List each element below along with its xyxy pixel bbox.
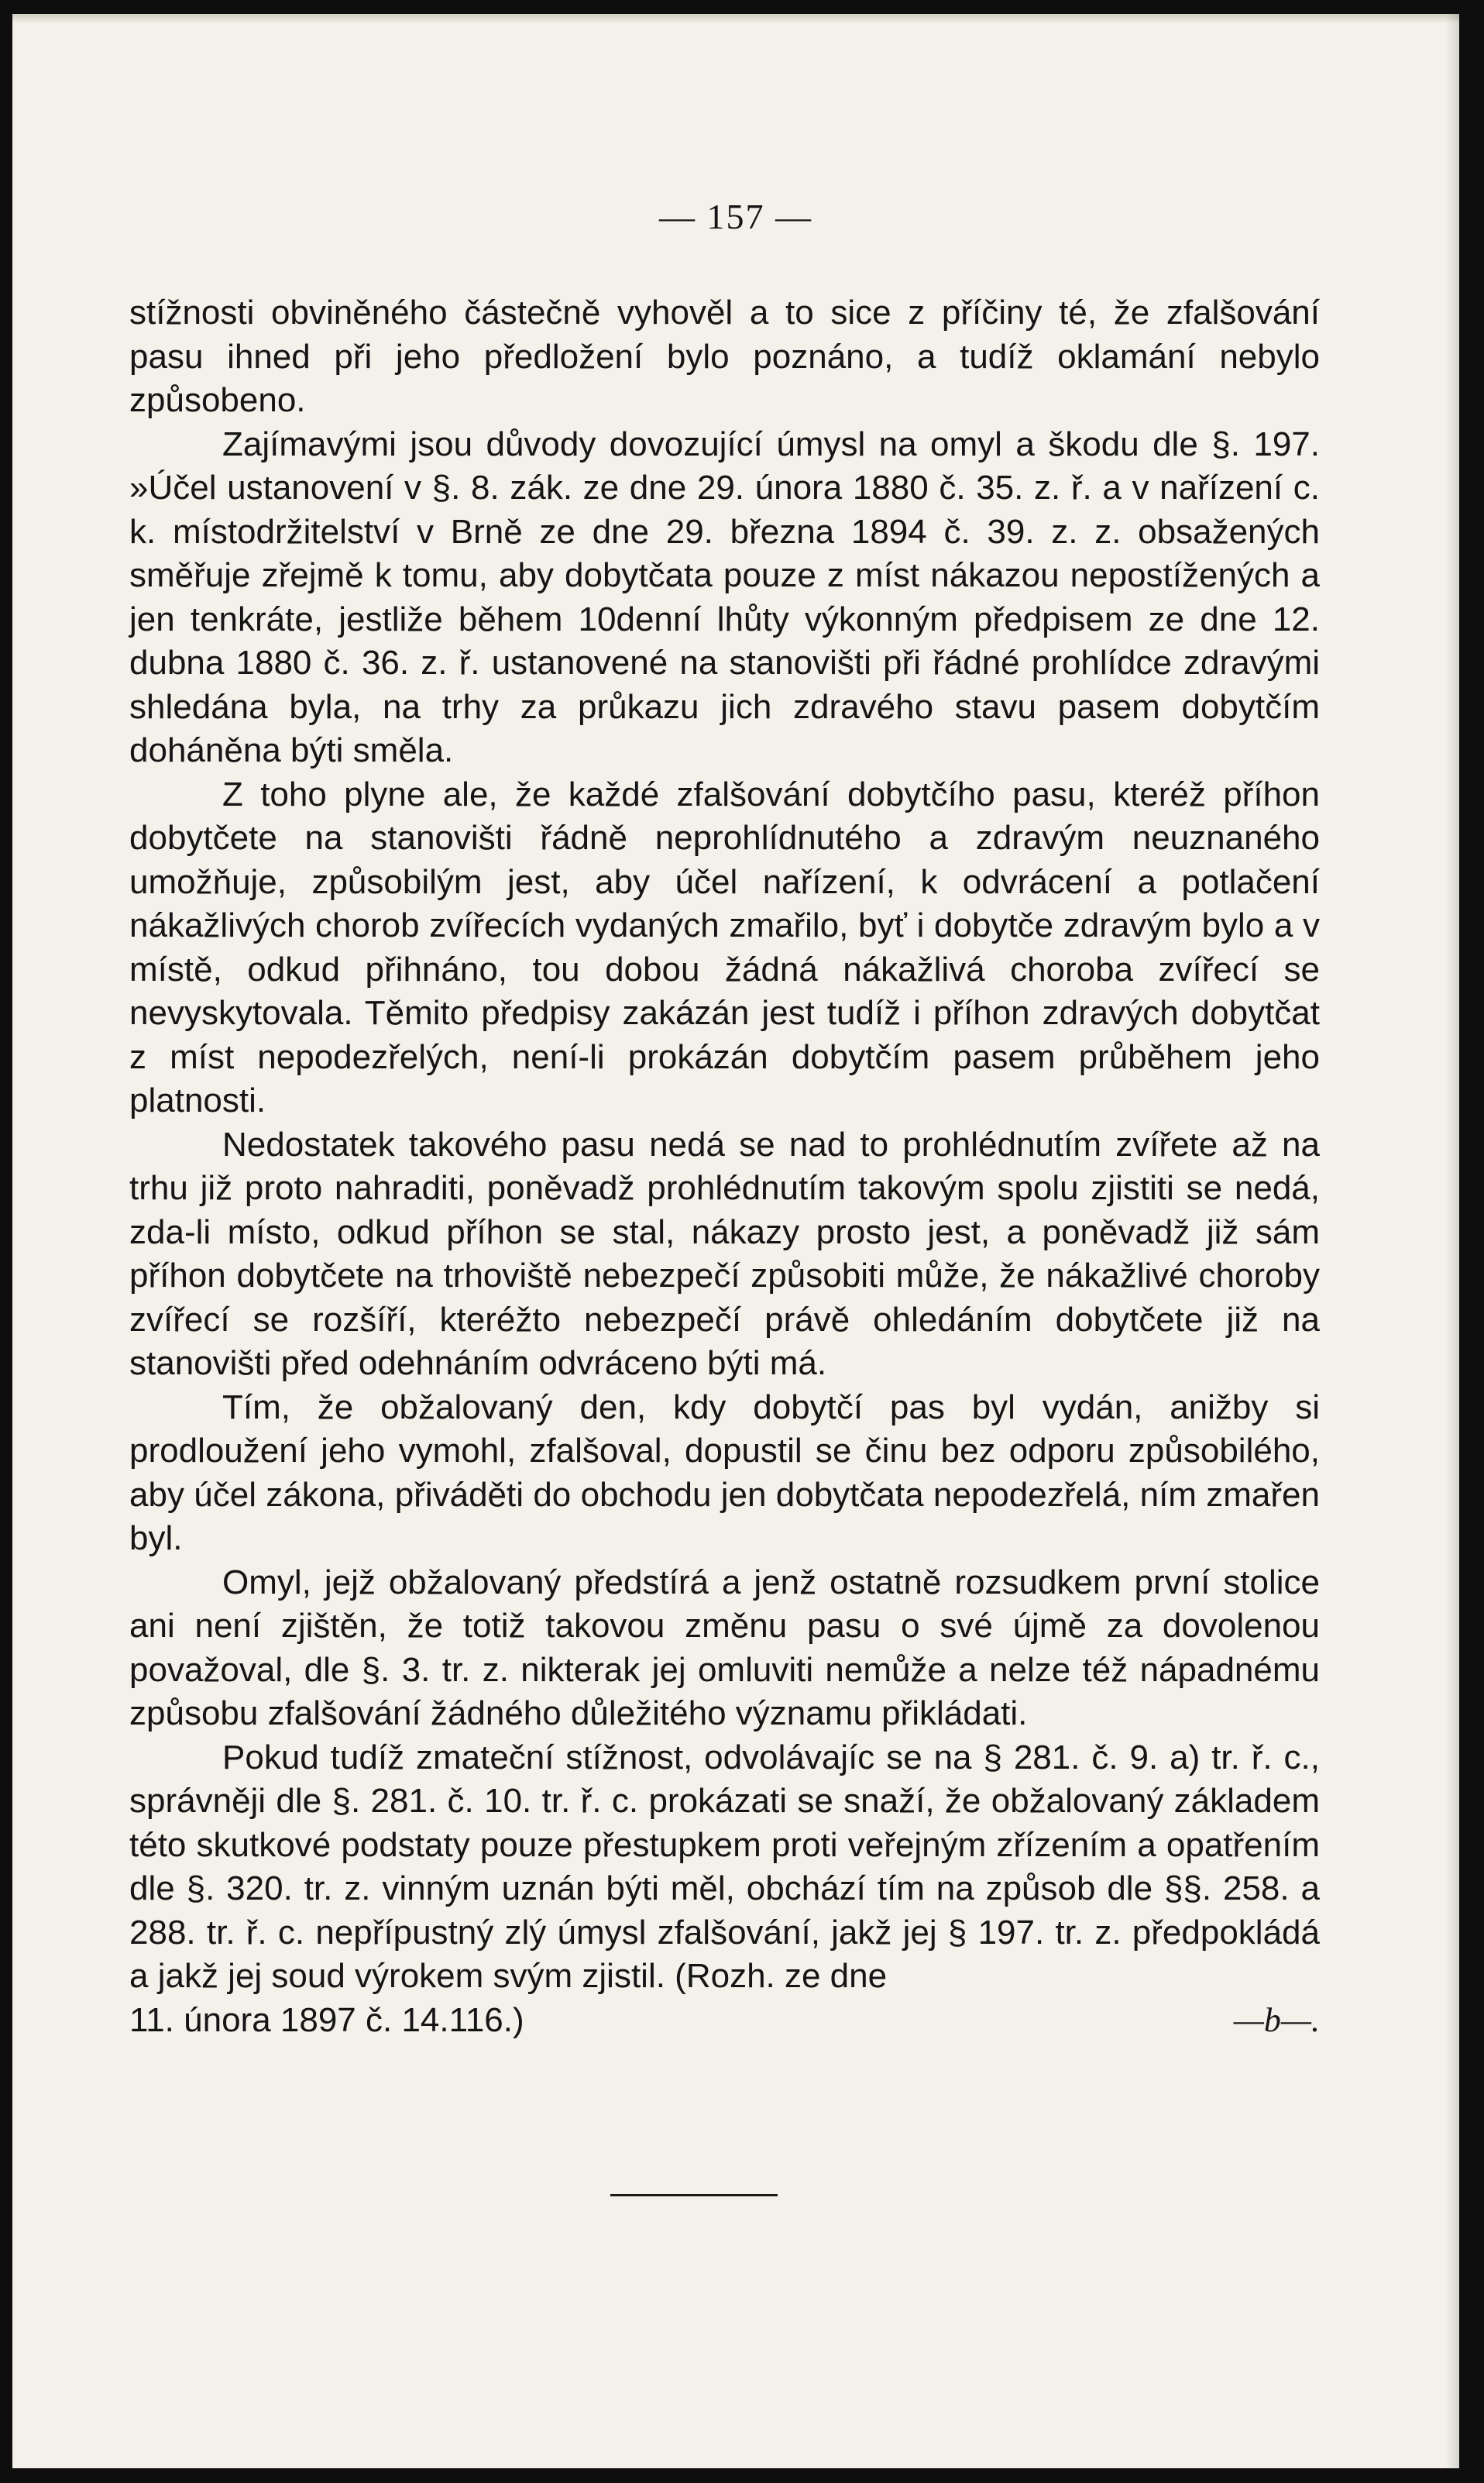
author-mark: —b—. [1233,2000,1320,2039]
page-number: — 157 — [659,197,812,236]
paragraph-1: stížnosti obviněného částečně vyhověl a to sice z příčiny té, že zfalšování pasu ihned při jeho předložení bylo poznáno, a tudíž oklamání nebylo způsobeno. [129,294,1320,419]
paragraph-7: Pokud tudíž zmateční stížnost, odvolávajíc se na § 281. č. 9. a) tr. ř. c., správněji dle §. 281. č. 10. tr. ř. c. prokázati se snaží, že obžalovaný základem této skutkové podstaty pouze přestupkem proti veřejným zřízením a opatřením dle §. 320. tr. z. vinným uznán býti měl, obchází tím na způsob dle §§. 258. a 288. tr. ř. c. nepřípustný zlý úmysl zfalšování, jakž jej § 197. tr. z. předpokládá a jakž jej soud výrokem svým zjistil. (Rozh. ze dne [129,1738,1320,1995]
citation-line [129,1999,1320,2043]
end-rule [610,2194,778,2196]
citation-text: 11. února 1897 č. 14.116.) [129,2000,524,2039]
document-page [12,14,1459,2468]
scan-edge [12,14,1459,23]
paragraph-3: Z toho plyne ale, že každé zfalšování dobytčího pasu, kteréž příhon dobytčete na stanovišti řádně neprohlídnutého a zdravým neuznaného umožňuje, způsobilým jest, aby účel nařízení, k odvrácení a potlačení nákažlivých chorob zvířecích vydaných zmařilo, byť i dobytče zdravým bylo a v místě, odkud přihnáno, tou dobou žádná nákažlivá choroba zvířecí se nevyskytovala. Těmito předpisy zakázán jest tudíž i příhon zdravých dobytčat z míst nepodezřelých, není-li prokázán dobytčím pasem průběhem jeho platnosti. [129,775,1320,1119]
paragraph-4: Nedostatek takového pasu nedá se nad to prohlédnutím zvířete až na trhu již proto nahraditi, poněvadž prohlédnutím takovým spolu zjistiti se nedá, zda-li místo, odkud příhon se stal, nákazy prosto jest, a poněvadž již sám příhon dobytčete na trhoviště nebezpečí způsobiti může, že nákažlivé choroby zvířecí se rozšíří, kteréžto nebezpečí právě ohledáním dobytčete již na stanovišti před odehnáním odvráceno býti má. [129,1125,1320,1382]
page-shadow [1445,14,1459,2468]
paragraph-5: Tím, že obžalovaný den, kdy dobytčí pas byl vydán, anižby si prodloužení jeho vymohl, zfalšoval, dopustil se činu bez odporu způsobilého, aby účel zákona, přiváděti do obchodu jen dobytčata nepodezřelá, ním zmařen byl. [129,1388,1320,1557]
paragraph-2: Zajímavými jsou důvody dovozující úmysl na omyl a škodu dle §. 197. »Účel ustanovení v §. 8. zák. ze dne 29. února 1880 č. 35. z. ř. a v nařízení c. k. místodržitelství v Brně ze dne 29. března 1894 č. 39. z. z. obsažených směřuje zřejmě k tomu, aby dobytčata pouze z míst nákazou nepostížených a jen tenkráte, jestliže během 10denní lhůty výkonným předpisem ze dne 12. dubna 1880 č. 36. z. ř. ustanovené na stanovišti při řádné prohlídce zdravými shledána byla, na trhy za průkazu jich zdravého stavu pasem dobytčím doháněna býti směla. [129,425,1320,769]
body-text [129,291,1320,2042]
paragraph-6: Omyl, jejž obžalovaný předstírá a jenž ostatně rozsudkem první stolice ani není zjištěn, že totiž takovou změnu pasu o své újmě za dovolenou považoval, dle §. 3. tr. z. nikterak jej omluviti nemůže a nelze též nápadnému způsobu zfalšování žádného důležitého významu přikládati. [129,1563,1320,1732]
